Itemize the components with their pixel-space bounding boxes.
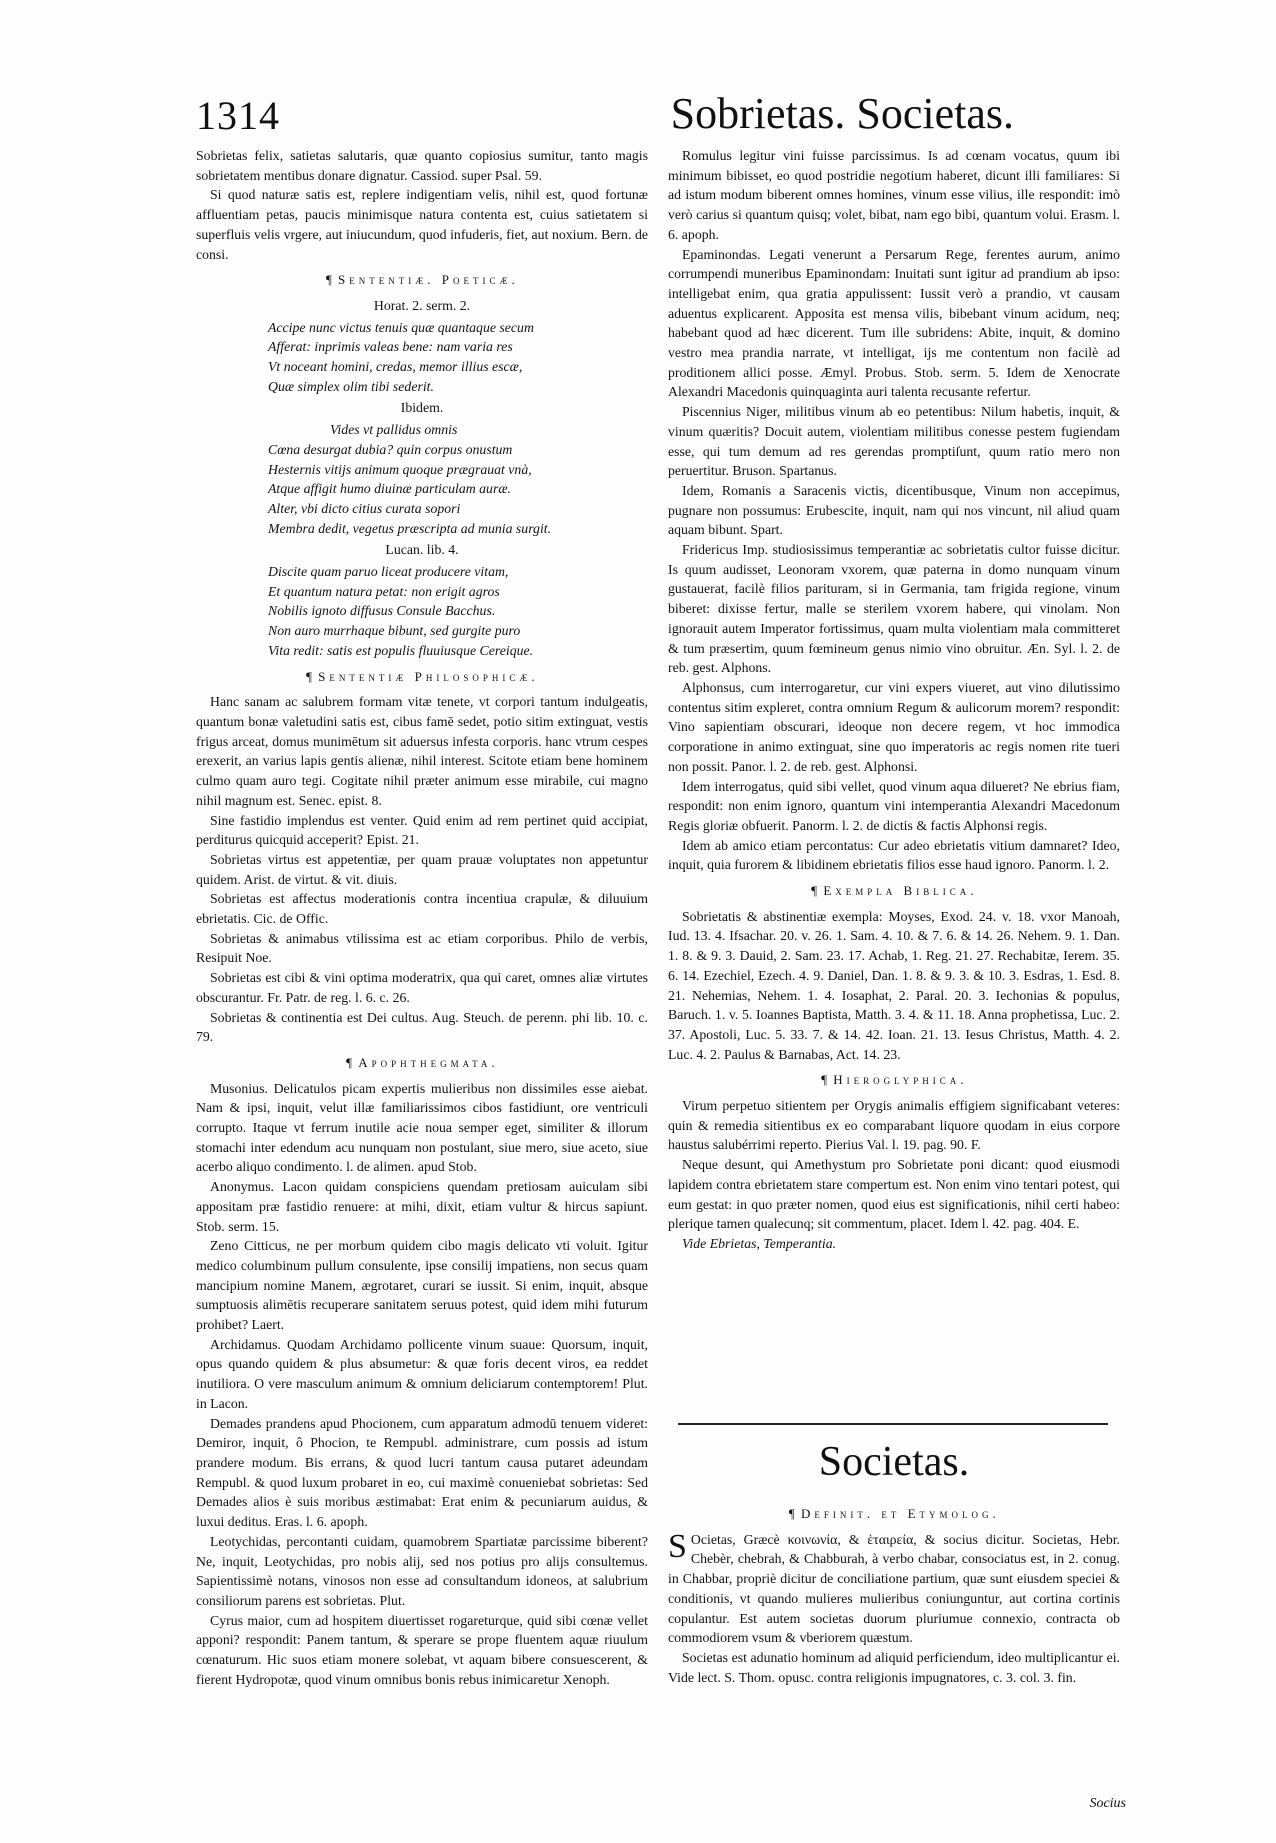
paragraph: Sobrietas est cibi & vini optima moderatrix, qua qui caret, omnes aliæ virtutes obscurantur. Fr. Patr. de reg. l. 6. c. 26.: [196, 970, 648, 1005]
section-heading-text: Apophthegmata.: [358, 1054, 499, 1070]
cross-reference: Vide Ebrietas, Temperantia.: [682, 1235, 837, 1251]
paragraph: Zeno Citticus, ne per morbum quidem cibo magis delicato vti voluit. Igitur medico columbinum pullum consulente, ipse consilij impatiens, non secus quam mancipium nomine Manem, ægrotaret, curari se iussit. Si enim, inquit, absque sumptuosis alimētis recuperare sanitatem seruus potest, quid idem mihi futurum prohibet? Laert.: [196, 1238, 648, 1333]
section-heading-text: Definit. et Etymolog.: [800, 1506, 1000, 1521]
verse-line: Et quantum natura petat: non erigit agros: [268, 583, 500, 599]
verse-line: Quæ simplex olim tibi sederit.: [268, 378, 434, 394]
catchword: Socius: [1089, 1796, 1126, 1811]
right-column: [668, 146, 1120, 1254]
verse-line: Vita redit: satis est populis fluuiusque Cereique.: [268, 642, 534, 658]
paragraph: Epaminondas. Legati venerunt a Persarum Rege, ferentes aurum, animo corrumpendi muneribus Epaminondam: Inuitati sunt igitur ad prandium ab ipso: intelligebat enim, qua gratia appulissent: Iussit verò a prandio, vt causam aduentus explicarent. Apposita est mensa vilis, bibebant vinum acidum, neq; habebant quod ad hæc dicerent. Tum ille subridens: Abite, inquit, & domino vestro mea prandia narrate, vt intelligat, ijs me contentum non facilè ad proditionem allici posse. Æmyl. Probus. Stob. serm. 5. Idem de Xenocrate Alexandri Macedonis quinquaginta auri talenta recusante refertur.: [668, 246, 1120, 400]
verse-source: Horat. 2. serm. 2.: [373, 297, 471, 313]
paragraph: Idem interrogatus, quid sibi vellet, quod vinum aqua dilueret? Ne ebrius fiam, respondit: non enim ignoro, quantum vini intemperantia Alexandri Macedonum Regis gloriæ obfuerit. Panorm. l. 2. de dictis & factis Alphonsi regis.: [668, 778, 1120, 833]
paragraph: Leotychidas, percontanti cuidam, quamobrem Spartiatæ parcissime biberent? Ne, inquit, Leotychidas, pro nobis alij, sed nos potius pro alijs consultemus. Sapientissimè notans, vinosos non esse ad consultandum idoneos, at salubrium consiliorum parens est sobrietas. Plut.: [196, 1533, 648, 1608]
section-divider: [678, 1423, 1108, 1425]
paragraph: Sine fastidio implendus est venter. Quid enim ad rem pertinet quid accipiat, perditurus quicquid acceperit? Epist. 21.: [196, 812, 648, 848]
page-number: 1314: [196, 93, 280, 138]
paragraph: Sobrietas & animabus vtilissima est ac etiam corporibus. Philo de verbis, Resipuit Noe.: [196, 930, 648, 966]
paragraph: Idem, Romanis a Saracenis victis, dicentibusque, Vinum non accepimus, pugnare non possumus: Erubescite, inquit, nam qui nos vincunt, nil aliud quam aquam bibunt. Spart.: [668, 482, 1120, 538]
paragraph: Musonius. Delicatulos picam expertis mulieribus non dissimiles esse aiebat. Nam & ipsi, inquit, velut illæ familiarissimos cibos fastidiunt, ore ventriculi corrupto. Itaque vt ferrum inutile acie noua semper eget, similiter & illorum stomachi inter edendum acu nunquam non postulant, siue mero, siue aceto, siue acerbo aliquo condimento. l. de alimen. apud Stob.: [196, 1080, 648, 1175]
paragraph: Si quod naturæ satis est, replere indigentiam velis, nihil est, quod fortunæ affluentiam petas, paucis minimisque natura contenta est, cuius satietatem si superfluis velis vrgere, aut iniucundum, quod infuderis, fiet, aut noxium. Bern. de consi.: [196, 187, 648, 262]
verse-line: Hesternis vitijs animum quoque prægrauat vnà,: [268, 461, 532, 477]
paragraph: Piscennius Niger, militibus vinum ab eo petentibus: Nilum habetis, inquit, & vinum quæritis? Docuit autem, violentiam militibus conesse pestem fugiendam esse, qui tum demum ad res gerendas promptiſunt, quum ratio mero non peruertitur. Bruson. Spartanus.: [668, 404, 1120, 479]
drop-cap: S: [668, 1527, 687, 1565]
paragraph: Archidamus. Quodam Archidamo pollicente vinum suaue: Quorsum, inquit, opus quando quidem & plus absumetur: & quæ foris decent viros, ea reddet inutiliora. O vere masculum animum & omnium deliciarum contemptorem! Plut. in Lacon.: [196, 1336, 648, 1411]
running-title: Sobrietas. Societas.: [670, 89, 1014, 138]
paragraph: Sobrietatis & abstinentiæ exempla: Moyses, Exod. 24. v. 18. vxor Manoah, Iud. 13. 4. Ifsachar. 20. v. 26. 1. Sam. 4. 10. & 7. 6. & 14. 26. Nehem. 9. 1. Dan. 1. 8. & 9. 3. Dauid, 2. Sam. 23. 17. Achab, 1. Reg. 21. 27. Rechabitæ, Ierem. 35. 6. 14. Ezechiel, Ezech. 4. 9. Daniel, Dan. 1. 8. & 9. 3. & 10. 3. Esdras, 1. Esd. 8. 21. Nehemias, Nehem. 1. 4. Iosaphat, 2. Paral. 20. 3. Iechonias & populus, Baruch. 1. v. 5. Ioannes Baptista, Matth. 3. 4. & 11. 18. Anna prophetissa, Luc. 2. 37. Apostoli, Luc. 5. 33. 7. & 14. 42. Ioan. 21. 13. Iesus Christus, Matth. 4. 2. Luc. 4. 2. Paulus & Barnabas, Act. 14. 23.: [668, 908, 1120, 1062]
verse-line: Atque affigit humo diuinæ particulam auræ.: [268, 481, 511, 497]
verse-line: Afferat: inprimis valeas bene: nam varia res: [268, 339, 513, 355]
section-heading-poetic: ¶ Sententiæ. Poeticæ.: [325, 272, 519, 288]
verse-line: Vt noceant homini, credas, memor illius escæ,: [268, 359, 523, 375]
paragraph: Sobrietas & continentia est Dei cultus. Aug. Steuch. de perenn. phi lib. 10. c. 79.: [196, 1009, 648, 1045]
section-heading-text: Hieroglyphica.: [833, 1072, 968, 1088]
entry-title: Societas.: [818, 1439, 970, 1485]
section-heading-philosophic: ¶ Sententiæ Philosophicæ.: [305, 668, 539, 684]
section-heading-text: Sententiæ Philosophicæ.: [318, 668, 539, 684]
verse-line: Discite quam paruo liceat producere vitam,: [268, 564, 509, 580]
paragraph: Anonymus. Lacon quidam conspiciens quendam pretiosam auiculam sibi appositam præ fastidio renuere: at mihi, dixit, etiam vultur & hircus sapiunt. Stob. serm. 15.: [196, 1179, 648, 1234]
verse-source: Ibidem.: [400, 400, 444, 416]
page-header: [196, 89, 1016, 148]
section-heading-text: Exempla Biblica.: [823, 883, 978, 899]
paragraph: Demades prandens apud Phocionem, cum apparatum admodū tenuem videret: Demiror, inquit, ô Phocion, te Rempubl. administrare, cum possis ad istum prandere modum. Bis errans, & quod lucri tantum causa putaret adeundam Rempubl. & quod luxum probaret in eo, cui maximè conueniebat sobrietas: Sed Demades alios è suis moribus æstimabat: Erat enim & pecuniarum auidus, & luxui deditus. Eras. l. 6. apoph.: [196, 1415, 648, 1530]
paragraph: Cyrus maior, cum ad hospitem diuertisset rogareturque, quid sibi cœnæ vellet apponi? respondit: Panem tantum, & sperare se prope fluentem aquæ riuulum cœnaturum. Hic suos etiam monere solebat, vt aquam bibere consuescerent, & fierent Hydropotæ, quod vinum omnibus bonis rebus inimicaretur Xenoph.: [196, 1612, 648, 1687]
paragraph: Sobrietas felix, satietas salutaris, quæ quanto copiosius sumitur, tanto magis sobrietatem mentibus donare dignatur. Cassiod. super Psal. 59.: [196, 148, 648, 183]
paragraph: Sobrietas virtus est appetentiæ, per quam prauæ voluptates non appetuntur quidem. Arist. de virtut. & vit. diuis.: [196, 851, 648, 887]
verse-line: Alter, vbi dicto citius curata sopori: [268, 500, 461, 516]
verse-source: Lucan. lib. 4.: [385, 542, 459, 558]
paragraph: Romulus legitur vini fuisse parcissimus. Is ad cœnam vocatus, quum ibi minimum bibisset, eo quod postridie negotium haberet, dicunt illi familiares: Si ad istum modum biberent omnes homines, vinum esse vilius, ille respondit: imò verò carius si quantum quisq; volet, bibat, nam ego bibi, quantum volui. Erasm. l. 6. apoph.: [668, 148, 1120, 242]
paragraph: Idem ab amico etiam percontatus: Cur adeo ebrietatis vitium damnaret? Ideo, inquit, quia furorem & libidinem ebrietatis filios esse haud ignoro. Panorm. l. 2.: [668, 837, 1120, 873]
verse-line: Cœna desurgat dubia? quin corpus onustum: [268, 441, 513, 457]
societas-entry: [668, 1498, 1120, 1687]
section-heading-definition: ¶ Definit. et Etymolog.: [788, 1506, 1000, 1521]
paragraph: Alphonsus, cum interrogaretur, cur vini expers viueret, aut vino dilutissimo contentus sitim expleret, contra omnium Regum & aulicorum morem? respondit: Vino sapientiam obscurari, ideoque non decere regem, vt hoc immodica corporatione in animo extinguat, sine quo imperatoris ac regis nomen rite tueri non possit. Panor. l. 2. de reb. gest. Alphonsi.: [668, 679, 1120, 774]
paragraph: Fridericus Imp. studiosissimus temperantiæ ac sobrietatis cultor fuisse dicitur. Is quum audisset, Leonoram vxorem, quæ paterna in domo nunquam vinum gustauerat, facilè filios parituram, si in Germania, tam frigida regione, vinum biberet: dixisse fertur, malle se sterilem vxorem habere, qui vinolam. Non ignorauit autem Imperator fortissimus, quam multa violentiam mala committeret & tum præsertim, quum fœmineum genus nimio vino obruitur. Æn. Syl. l. 2. de reb. gest. Alphons.: [668, 542, 1120, 676]
section-heading-biblica: ¶ Exempla Biblica.: [810, 883, 978, 899]
verse-line: Nobilis ignoto diffusus Consule Bacchus.: [268, 603, 496, 619]
paragraph-text: Ocietas, Græcè κοινωνία, & ἑταιρεία, & socius dicitur. Societas, Hebr. Chebèr, chebrah, & Chabburah, à verbo chabar, consociatus est, in 2. conug. in Chabbar, propriè dicitur de conciliatione partium, quæ sunt eiusdem speciei & conditionis, vt quando mulieres mulieribus coniunguntur, aut cortina cortinis copulantur. Est autem societas duorum pluriumue connexio, contracta ob commodiorem vsum & vberiorem quæstum.: [668, 1531, 1120, 1646]
section-heading-apophthegmata: ¶ Apophthegmata.: [345, 1054, 499, 1070]
section-heading-hieroglyphica: ¶ Hieroglyphica.: [820, 1072, 968, 1088]
verse-line: Vides vt pallidus omnis: [330, 422, 458, 438]
paragraph: Neque desunt, qui Amethystum pro Sobrietate poni dicant: quod eiusmodi lapidem contra ebrietatem stare compertum est. Non enim vino tentari potest, qui eum gestat: in quo præter nomen, quod eius est significationis, nihil certi habeo: plerique tamen qualecunq; sit commentum, placet. Idem l. 42. pag. 404. E.: [668, 1157, 1120, 1232]
left-column: [196, 146, 648, 1689]
paragraph: Sobrietas est affectus moderationis contra incentiua crapulæ, & diluuium ebrietatis. Cic. de Offic.: [196, 891, 648, 927]
verse-line: Accipe nunc victus tenuis quæ quantaque secum: [268, 319, 534, 335]
verse-line: Non auro murrhaque bibunt, sed gurgite puro: [268, 623, 521, 639]
paragraph: Hanc sanam ac salubrem formam vitæ tenete, vt corpori tantum indulgeatis, quantum bonæ valetudini satis est, cibus famē sedet, potio sitim extinguat, vestis frigus arceat, domus munimētum sit aduersus infesta corporis. hanc vtrum cespes erexerit, an varius lapis gentis alienæ, nihil interest. Scitote etiam bene hominem culmo quam auro tegi. Cogitate nihil præter animum esse mirabile, cui magno nihil magnum est. Senec. epist. 8.: [196, 694, 648, 808]
section-heading-text: Sententiæ. Poeticæ.: [338, 272, 519, 288]
paragraph: Virum perpetuo sitientem per Orygis animalis effigiem significabant veteres: quin & remedia sitientibus ex eo comparabant liquore quodam in eius corpore haustus salubérrimi reperto. Pierius Val. l. 19. pag. 90. F.: [668, 1098, 1120, 1153]
paragraph: Societas est adunatio hominum ad aliquid perficiendum, ideo multiplicantur ei. Vide lect. S. Thom. opusc. contra religionis impugnatores, c. 3. col. 3. fin.: [668, 1649, 1120, 1685]
paragraph: [668, 1527, 1120, 1648]
verse-line: Membra dedit, vegetus præscripta ad munia surgit.: [268, 520, 552, 536]
